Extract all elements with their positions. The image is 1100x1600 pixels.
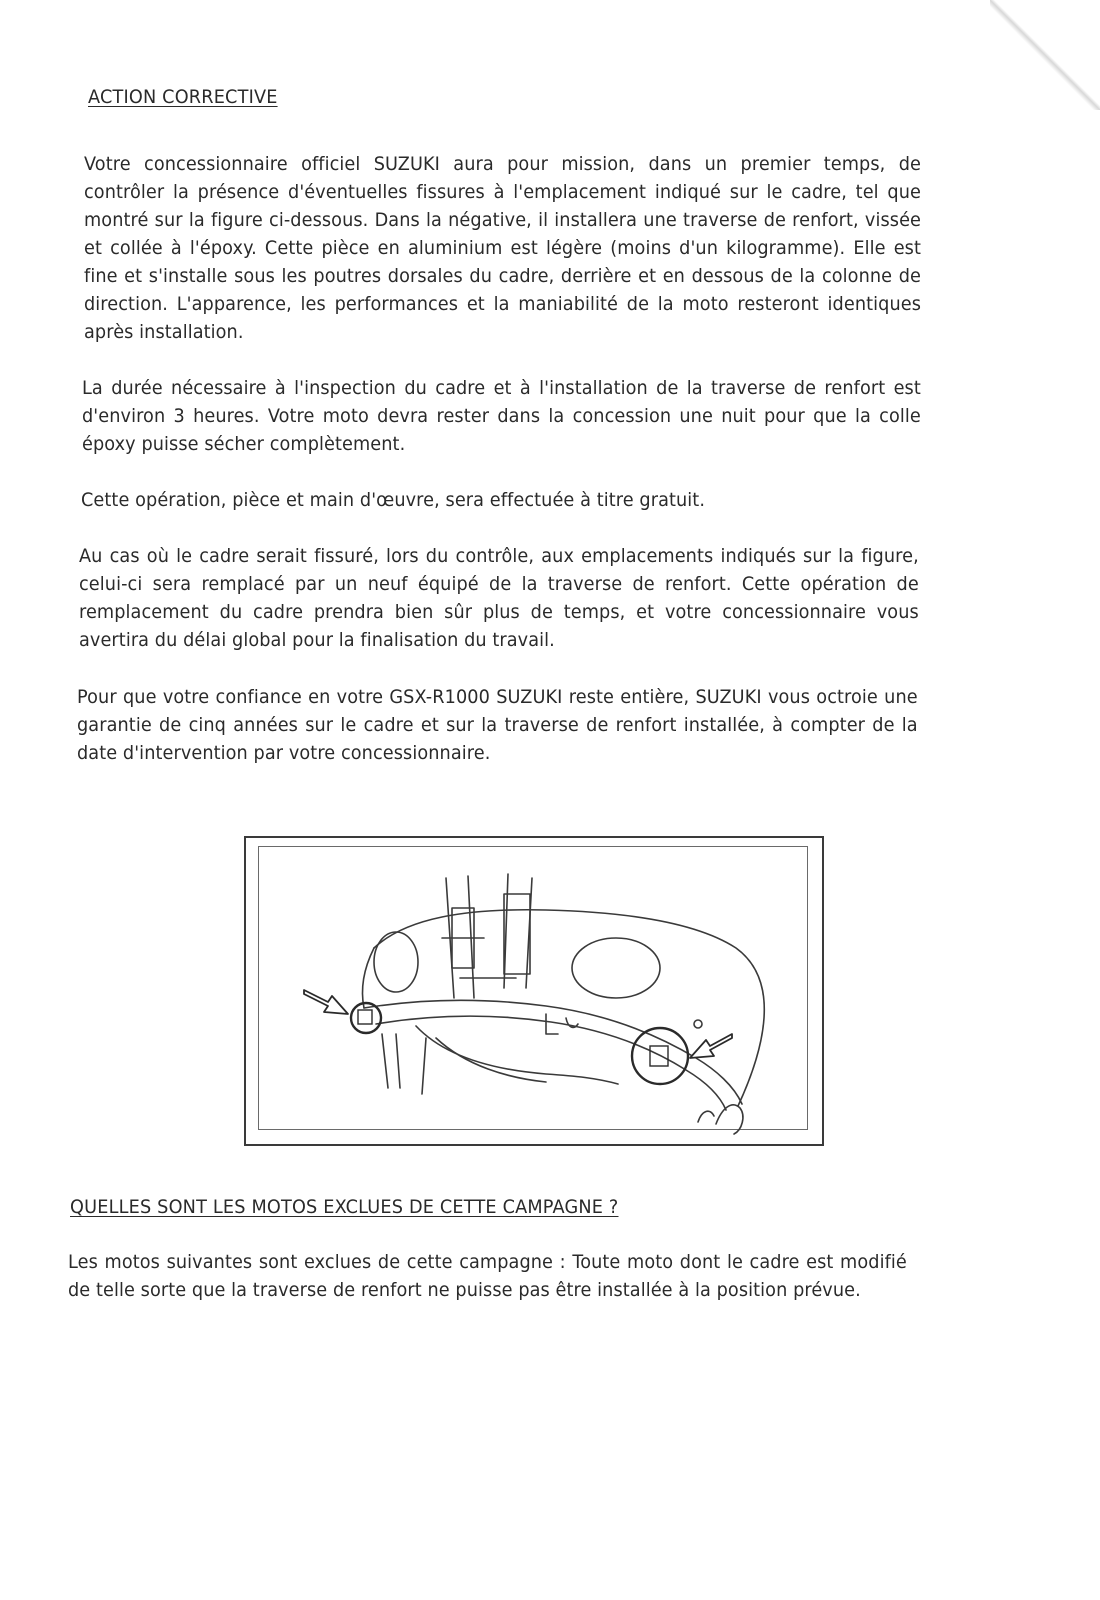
section-heading-excluded-motorcycles: QUELLES SONT LES MOTOS EXCLUES DE CETTE CAMPAGNE ?: [70, 1196, 619, 1218]
paragraph-duration: La durée nécessaire à l'inspection du cadre et à l'installation de la traverse de renfort est d'environ 3 heures. Votre moto devra rester dans la concession une nuit pour que la colle époxy puisse sécher complètement.: [82, 377, 921, 455]
paragraph-mission: Votre concessionnaire officiel SUZUKI aura pour mission, dans un premier temps, de contrôler la présence d'éventuelles fissures à l'emplacement indiqué sur le cadre, tel que montré sur la figure ci-dessous. Dans la négative, il installera une traverse de renfort, vissée et collée à l'époxy. Cette pièce en aluminium est légère (moins d'un kilogramme). Elle est fine et s'installe sous les poutres dorsales du cadre, derrière et en dessous de la colonne de direction. L'apparence, les performances et la maniabilité de la moto resteront identiques après installation.: [84, 153, 921, 343]
page-fold-corner: [990, 0, 1100, 110]
paragraph-cracked-frame: Au cas où le cadre serait fissuré, lors du contrôle, aux emplacements indiqués sur la figure, celui-ci sera remplacé par un neuf équipé de la traverse de renfort. Cette opération de remplacement du cadre prendra bien sûr plus de temps, et votre concessionnaire vous avertira du délai global pour la finalisation du travail.: [79, 545, 919, 651]
frame-figure: [244, 836, 824, 1146]
paragraph-free-of-charge: Cette opération, pièce et main d'œuvre, sera effectuée à titre gratuit.: [81, 489, 706, 511]
motorcycle-frame-diagram-icon: [246, 838, 822, 1144]
paragraph-warranty: Pour que votre confiance en votre GSX-R1000 SUZUKI reste entière, SUZUKI vous octroie une garantie de cinq années sur le cadre et sur la traverse de renfort installée, à compter de la date d'intervention par votre concessionnaire.: [77, 686, 918, 764]
section-heading-corrective-action: ACTION CORRECTIVE: [88, 86, 278, 108]
paragraph-exclusions: Les motos suivantes sont exclues de cette campagne : Toute moto dont le cadre est modifié de telle sorte que la traverse de renfort ne puisse pas être installée à la position prévue.: [68, 1251, 907, 1301]
